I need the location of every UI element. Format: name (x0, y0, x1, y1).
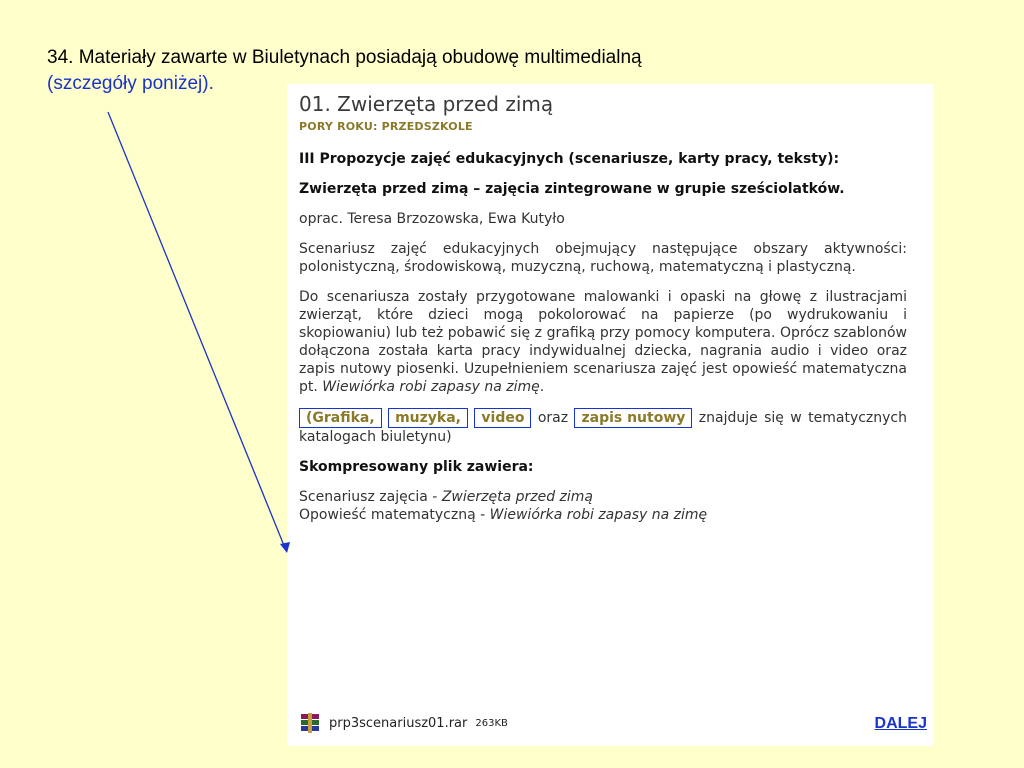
body-end: . (539, 379, 545, 395)
grafika-link[interactable] (299, 408, 382, 428)
video-link[interactable]: video (474, 408, 531, 428)
oraz-text: oraz (531, 410, 575, 426)
body-text-main: Do scenariusza zostały przygotowane malowanki i opaski na głowę z ilustracjami zwierząt, które dzieci mogą pokolorować na papierze (po wydrukowaniu i skopiowaniu) lub też pobawić się z grafiką przy pomocy komputera. Oprócz szablonów dołączona została karta pracy indywidualnej dziecka, nagrania audio i video oraz zapis nutowy piosenki. Uzupełnieniem scenariusza zajęć jest opowieść matematyczna pt. (299, 289, 907, 395)
category-label: PORY ROKU: PRZEDSZKOLE (299, 120, 473, 133)
contents-item-1-prefix: Scenariusz zajęcia - (299, 489, 442, 505)
description: Scenariusz zajęć edukacyjnych obejmujący następujące obszary aktywności: polonistyczną, środowiskową, muzyczną, ruchową, matematyczną i plastyczną. (299, 241, 907, 275)
open-paren: ( (306, 410, 313, 426)
rar-archive-icon (299, 712, 321, 734)
scenario-title: Zwierzęta przed zimą – zajęcia zintegrowane w grupie sześciolatków. (299, 181, 845, 197)
attachment-row[interactable] (299, 712, 508, 734)
grafika-label: Grafika, (312, 410, 375, 426)
zapis-nutowy-link[interactable]: zapis nutowy (574, 408, 692, 428)
contents-item-2-prefix: Opowieść matematyczną - (299, 507, 490, 523)
authors: oprac. Teresa Brzozowska, Ewa Kutyło (299, 211, 565, 227)
next-link[interactable]: DALEJ (874, 715, 927, 732)
muzyka-link[interactable]: muzyka, (388, 408, 468, 428)
body-italic: Wiewiórka robi zapasy na zimę (322, 379, 540, 395)
links-line (299, 408, 907, 446)
body-text (299, 288, 907, 396)
section-heading: III Propozycje zajęć edukacyjnych (scenariusze, karty pracy, teksty): (299, 151, 840, 167)
contents-item-1-title: Zwierzęta przed zimą (441, 489, 593, 505)
content-panel (287, 84, 933, 746)
heading-line2: (szczegóły poniżej). (47, 73, 214, 94)
archive-heading: Skompresowany plik zawiera: (299, 459, 534, 475)
heading-line1: 34. Materiały zawarte w Biuletynach posiadają obudowę multimedialną (47, 47, 642, 68)
links-rest: znajduje się w tematycznych katalogach biuletynu) (299, 410, 908, 445)
contents-list (299, 488, 907, 524)
panel-title: 01. Zwierzęta przed zimą (299, 92, 554, 116)
attachment-size: 263KB (475, 717, 508, 729)
contents-item-2-title: Wiewiórka robi zapasy na zimę (489, 507, 708, 523)
attachment-filename: prp3scenariusz01.rar (329, 715, 468, 731)
